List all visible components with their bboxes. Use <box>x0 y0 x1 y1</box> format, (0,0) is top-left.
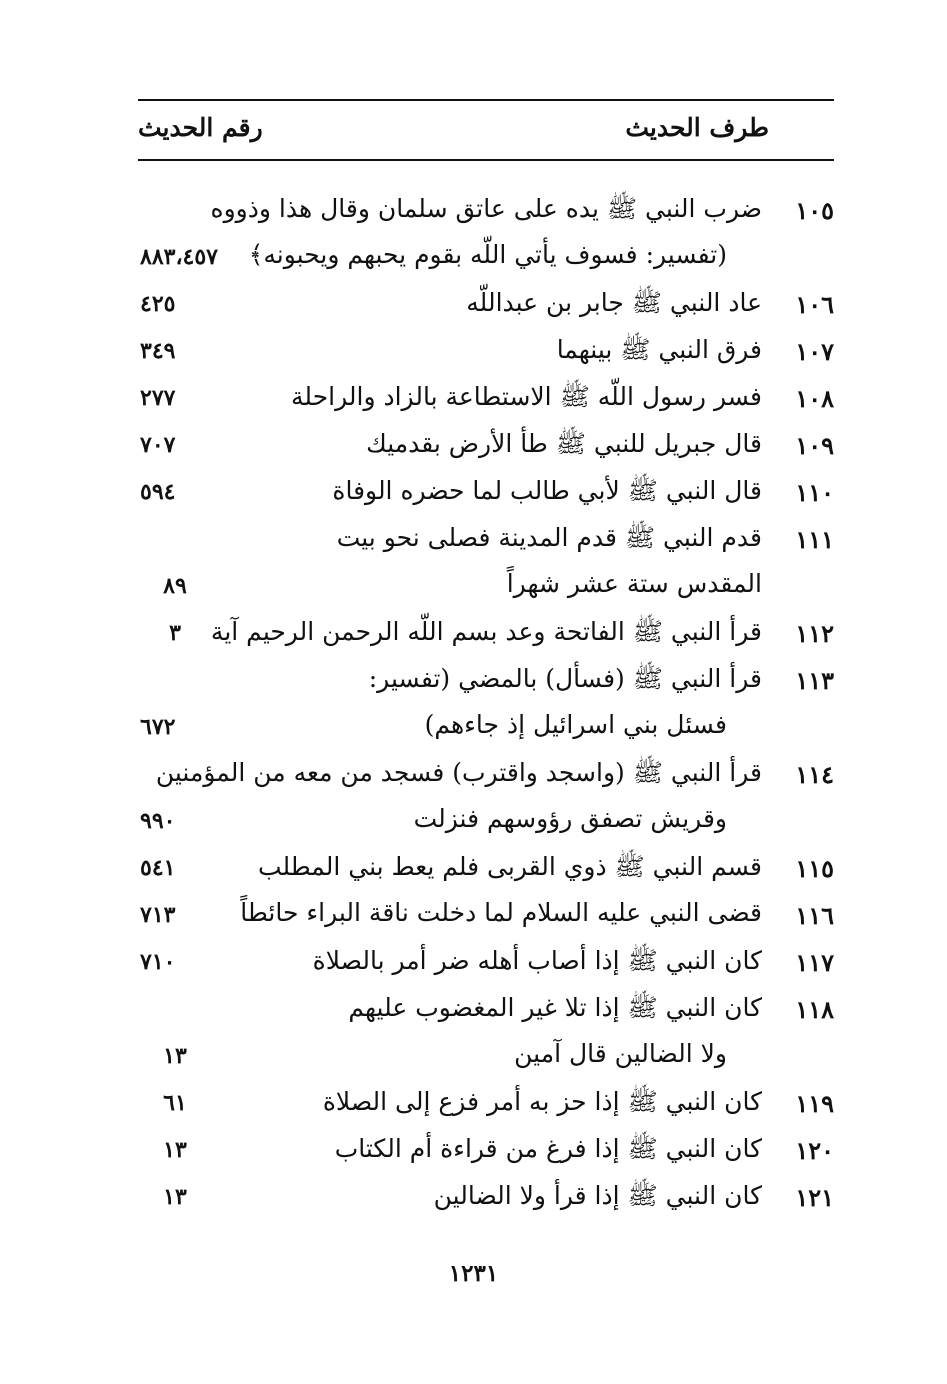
table-row <box>0 566 947 612</box>
entry-number: ١٠٨ <box>795 384 834 413</box>
table-row <box>0 378 947 424</box>
table-row <box>0 613 947 659</box>
entry-number: ١٠٦ <box>795 290 834 319</box>
table-row <box>0 519 947 565</box>
entry-text: عاد النبي ﷺ جابر بن عبداللّه <box>466 288 762 317</box>
entry-text: المقدس ستة عشر شهراً <box>506 569 762 598</box>
entry-reference: ٥٩٤ <box>140 479 176 505</box>
table-row <box>0 942 947 988</box>
entry-text: قرأ النبي ﷺ (فسأل) بالمضي (تفسير: <box>368 664 762 693</box>
entry-text: (تفسير: فسوف يأتي اللّه بقوم يحبهم ويحبونه﴾ <box>248 240 727 269</box>
entry-reference: ٧١٠ <box>140 949 176 975</box>
entry-number: ١١٢ <box>795 619 834 648</box>
column-header-hadith-number: رقم الحديث <box>138 113 263 142</box>
entry-text: فسر رسول اللّه ﷺ الاستطاعة بالزاد والراحلة <box>291 382 762 411</box>
header-top-rule <box>138 99 834 101</box>
entry-text: قال جبريل للنبي ﷺ طأ الأرض بقدميك <box>366 429 762 458</box>
table-row <box>0 895 947 941</box>
entry-reference: ٧٠٧ <box>140 432 176 458</box>
entry-text: كان النبي ﷺ إذا حز به أمر فزع إلى الصلاة <box>322 1087 762 1116</box>
entry-text: فسئل بني اسرائيل إذ جاءهم) <box>424 710 727 739</box>
entry-number: ١١٤ <box>795 760 834 789</box>
table-row <box>0 284 947 330</box>
entry-number: ١١٦ <box>795 901 834 930</box>
entry-text: قرأ النبي ﷺ (واسجد واقترب) فسجد من معه من المؤمنين <box>155 758 762 787</box>
entry-reference: ١٣ <box>163 1137 187 1163</box>
table-row <box>0 801 947 847</box>
entry-text: قسم النبي ﷺ ذوي القربى فلم يعط بني المطلب <box>257 852 762 881</box>
entry-reference: ٤٢٥ <box>140 291 176 317</box>
table-row <box>0 1036 947 1082</box>
entry-text: ضرب النبي ﷺ يده على عاتق سلمان وقال هذا وذووه <box>210 194 762 223</box>
entry-reference: ٦٧٢ <box>140 714 176 740</box>
table-row <box>0 1177 947 1223</box>
page-number: ١٢٣١ <box>448 1260 499 1287</box>
entry-reference: ٣٤٩ <box>140 338 176 364</box>
entry-reference: ٥٤١ <box>140 855 176 881</box>
header-bottom-rule <box>138 159 834 161</box>
table-row <box>0 660 947 706</box>
entry-reference: ١٣ <box>163 1184 187 1210</box>
entry-number: ١٠٩ <box>795 431 834 460</box>
entry-number: ١١٠ <box>795 478 834 507</box>
entry-number: ١١٣ <box>795 666 834 695</box>
entry-number: ١١١ <box>795 525 834 554</box>
entry-text: قضى النبي عليه السلام لما دخلت ناقة البراء حائطاً <box>240 898 762 927</box>
entry-reference: ٦١ <box>163 1090 187 1116</box>
entry-number: ١٠٥ <box>795 196 834 225</box>
entry-text: قرأ النبي ﷺ الفاتحة وعد بسم اللّه الرحمن الرحيم آية <box>210 617 762 646</box>
entry-reference: ٩٩٠ <box>140 808 176 834</box>
entry-number: ١١٧ <box>795 948 834 977</box>
entry-number: ١١٩ <box>795 1089 834 1118</box>
entry-text: قال النبي ﷺ لأبي طالب لما حضره الوفاة <box>332 476 762 505</box>
table-row <box>0 707 947 753</box>
column-header-hadith-text: طرف الحديث <box>625 113 769 142</box>
entry-text: كان النبي ﷺ إذا أصاب أهله ضر أمر بالصلاة <box>312 946 762 975</box>
entry-text: وقريش تصفق رؤوسهم فنزلت <box>413 804 727 833</box>
table-row <box>0 989 947 1035</box>
table-row <box>0 331 947 377</box>
entry-reference: ٢٧٧ <box>140 385 176 411</box>
entry-number: ١٢٠ <box>795 1136 834 1165</box>
table-row <box>0 472 947 518</box>
entry-text: كان النبي ﷺ إذا تلا غير المغضوب عليهم <box>348 993 762 1022</box>
entry-text: ولا الضالين قال آمين <box>514 1039 727 1068</box>
table-row <box>0 425 947 471</box>
entry-number: ١١٥ <box>795 854 834 883</box>
entry-number: ١١٨ <box>795 995 834 1024</box>
entry-text: فرق النبي ﷺ بينهما <box>556 335 762 364</box>
table-row <box>0 754 947 800</box>
entry-reference: ٣ <box>169 620 181 646</box>
entry-text: قدم النبي ﷺ قدم المدينة فصلى نحو بيت <box>336 523 762 552</box>
table-row <box>0 190 947 236</box>
entry-reference: ٨٩ <box>163 573 187 599</box>
entry-text: كان النبي ﷺ إذا فرغ من قراءة أم الكتاب <box>334 1134 762 1163</box>
entry-reference: ٧١٣ <box>140 902 176 928</box>
entry-number: ١٠٧ <box>795 337 834 366</box>
table-row <box>0 237 947 283</box>
entry-reference: ١٣ <box>163 1043 187 1069</box>
entry-number: ١٢١ <box>795 1183 834 1212</box>
entry-reference: ٨٨٣،٤٥٧ <box>140 244 218 270</box>
table-row <box>0 848 947 894</box>
entry-text: كان النبي ﷺ إذا قرأ ولا الضالين <box>433 1181 762 1210</box>
table-row <box>0 1130 947 1176</box>
table-row <box>0 1083 947 1129</box>
